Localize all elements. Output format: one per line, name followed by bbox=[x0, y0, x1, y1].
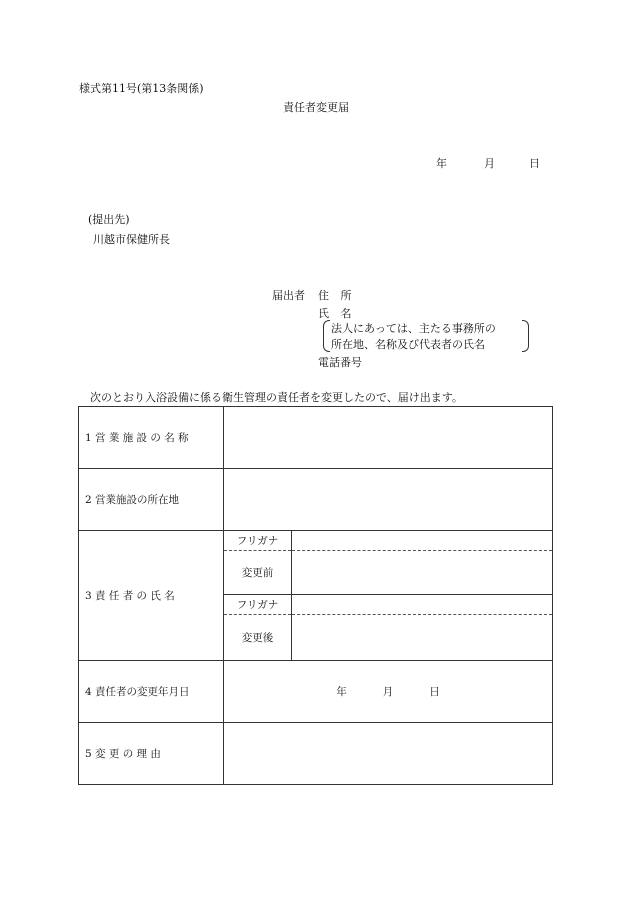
change-date-month: 月 bbox=[382, 686, 394, 698]
furigana-after-field[interactable] bbox=[292, 595, 553, 615]
applicant-note-line1: 法人にあっては、主たる事務所の bbox=[331, 322, 496, 335]
date-year-label: 年 bbox=[436, 157, 447, 170]
form-number: 様式第11号(第13条関係) bbox=[79, 82, 204, 95]
change-reason-label: 5 変 更 の 理 由 bbox=[79, 723, 224, 785]
change-reason-field[interactable] bbox=[224, 723, 553, 785]
date-month-label: 月 bbox=[484, 157, 495, 170]
document-title: 責任者変更届 bbox=[283, 101, 349, 114]
manager-name-label: 3 責 任 者 の 氏 名 bbox=[79, 531, 224, 661]
furigana-after-label: フリガナ bbox=[224, 595, 292, 615]
after-label: 変更後 bbox=[224, 615, 292, 661]
furigana-before-field[interactable] bbox=[292, 531, 553, 551]
change-date-day: 日 bbox=[429, 686, 440, 698]
facility-name-label: 1 営 業 施 設 の 名 称 bbox=[79, 407, 224, 469]
before-label: 変更前 bbox=[224, 551, 292, 595]
date-day-label: 日 bbox=[529, 157, 540, 170]
change-date-label: 4 責任者の変更年月日 bbox=[79, 661, 224, 723]
furigana-before-label: フリガナ bbox=[224, 531, 292, 551]
table-row bbox=[79, 531, 553, 551]
table-row bbox=[79, 723, 553, 785]
facility-address-label: 2 営業施設の所在地 bbox=[79, 469, 224, 531]
applicant-name-label: 氏 名 bbox=[318, 307, 352, 320]
table-row bbox=[79, 661, 553, 723]
recipient-name: 川越市保健所長 bbox=[93, 233, 170, 246]
change-date-field[interactable] bbox=[224, 661, 553, 723]
facility-name-field[interactable] bbox=[224, 407, 553, 469]
table-row bbox=[79, 469, 553, 531]
note-bracket-right bbox=[522, 320, 529, 352]
statement-text: 次のとおり入浴設備に係る衛生管理の責任者を変更したので、届け出ます。 bbox=[90, 391, 463, 404]
recipient-label: (提出先) bbox=[88, 213, 130, 226]
form-table bbox=[78, 406, 553, 785]
before-name-field[interactable] bbox=[292, 551, 553, 595]
table-row bbox=[79, 407, 553, 469]
applicant-address-label: 住 所 bbox=[318, 289, 352, 302]
after-name-field[interactable] bbox=[292, 615, 553, 661]
note-bracket-left bbox=[323, 320, 330, 352]
applicant-label: 届出者 bbox=[272, 289, 305, 302]
applicant-phone-label: 電話番号 bbox=[318, 356, 362, 369]
change-date-year: 年 bbox=[336, 686, 347, 698]
applicant-note-line2: 所在地、名称及び代表者の氏名 bbox=[331, 338, 485, 351]
facility-address-field[interactable] bbox=[224, 469, 553, 531]
